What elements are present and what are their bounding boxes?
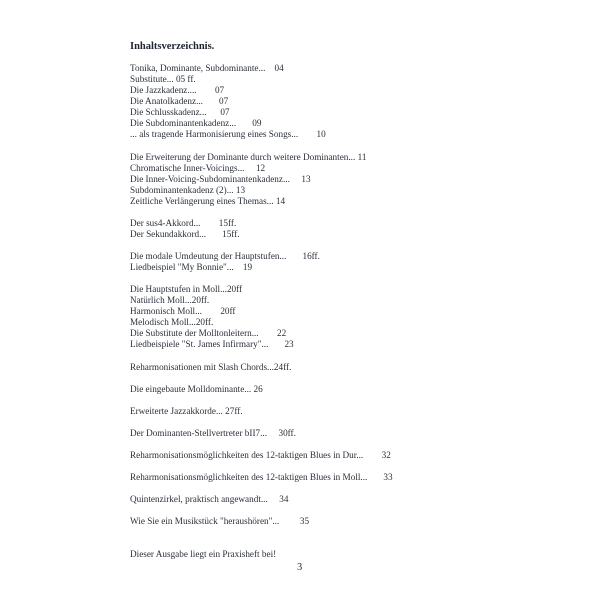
toc-entry: Die Anatolkadenz... 07: [130, 96, 229, 106]
toc-entry: Reharmonisationen mit Slash Chords...24ff.: [130, 362, 292, 372]
toc-entry: Substitute... 05 ff.: [130, 74, 196, 84]
toc-entry: Reharmonisationsmöglichkeiten des 12-taktigen Blues in Moll... 33: [130, 472, 393, 482]
toc-entry: Die Erweiterung der Dominante durch weitere Dominanten... 11: [130, 152, 367, 162]
toc-entry: Wie Sie ein Musikstück "heraushören"... 35: [130, 516, 310, 526]
toc-entry: Liedbeispiel "My Bonnie"... 19: [130, 262, 253, 272]
toc-entry: Die Subdominantenkadenz... 09: [130, 118, 262, 128]
footnote: Dieser Ausgabe liegt ein Praxisheft bei!: [130, 549, 277, 559]
toc-entry: Harmonisch Moll... 20ff: [130, 306, 236, 316]
toc-entry: Melodisch Moll...20ff.: [130, 317, 214, 327]
toc-heading: Inhaltsverzeichnis.: [130, 41, 215, 52]
toc-entry: Chromatische Inner-Voicings... 12: [130, 163, 266, 173]
toc-entry: Die eingebaute Molldominante... 26: [130, 384, 263, 394]
toc-entry: Die modale Umdeutung der Hauptstufen... 16ff.: [130, 251, 320, 261]
toc-entry: Subdominantenkadenz (2)... 13: [130, 185, 246, 195]
toc-entry: Die Substitute der Molltonleitern... 22: [130, 328, 287, 338]
page-number: 3: [297, 562, 303, 573]
toc-entry: Zeitliche Verlängerung eines Themas... 14: [130, 196, 286, 206]
toc-entry: Die Schlusskadenz... 07: [130, 107, 230, 117]
toc-entry: Quintenzirkel, praktisch angewandt... 34: [130, 494, 289, 504]
toc-entry: Die Hauptstufen in Moll...20ff: [130, 284, 243, 294]
toc-entry: Die Jazzkadenz.... 07: [130, 85, 225, 95]
toc-entry: ... als tragende Harmonisierung eines Songs... 10: [130, 129, 326, 139]
toc-entry: Der sus4-Akkord... 15ff.: [130, 218, 237, 228]
toc-entry: Liedbeispiele "St. James Infirmary"... 23: [130, 339, 294, 349]
toc-entry: Reharmonisationsmöglichkeiten des 12-taktigen Blues in Dur... 32: [130, 450, 391, 460]
toc-entry: Der Sekundakkord... 15ff.: [130, 229, 240, 239]
toc-entry: Erweiterte Jazzakkorde... 27ff.: [130, 406, 243, 416]
toc-entry: Tonika, Dominante, Subdominante... 04: [130, 63, 284, 73]
toc-entry: Der Dominanten-Stellvertreter bII7... 30ff.: [130, 428, 296, 438]
toc-entry: Natürlich Moll...20ff.: [130, 295, 210, 305]
toc-entry: Die Inner-Voicing-Subdominantenkadenz... 13: [130, 174, 311, 184]
